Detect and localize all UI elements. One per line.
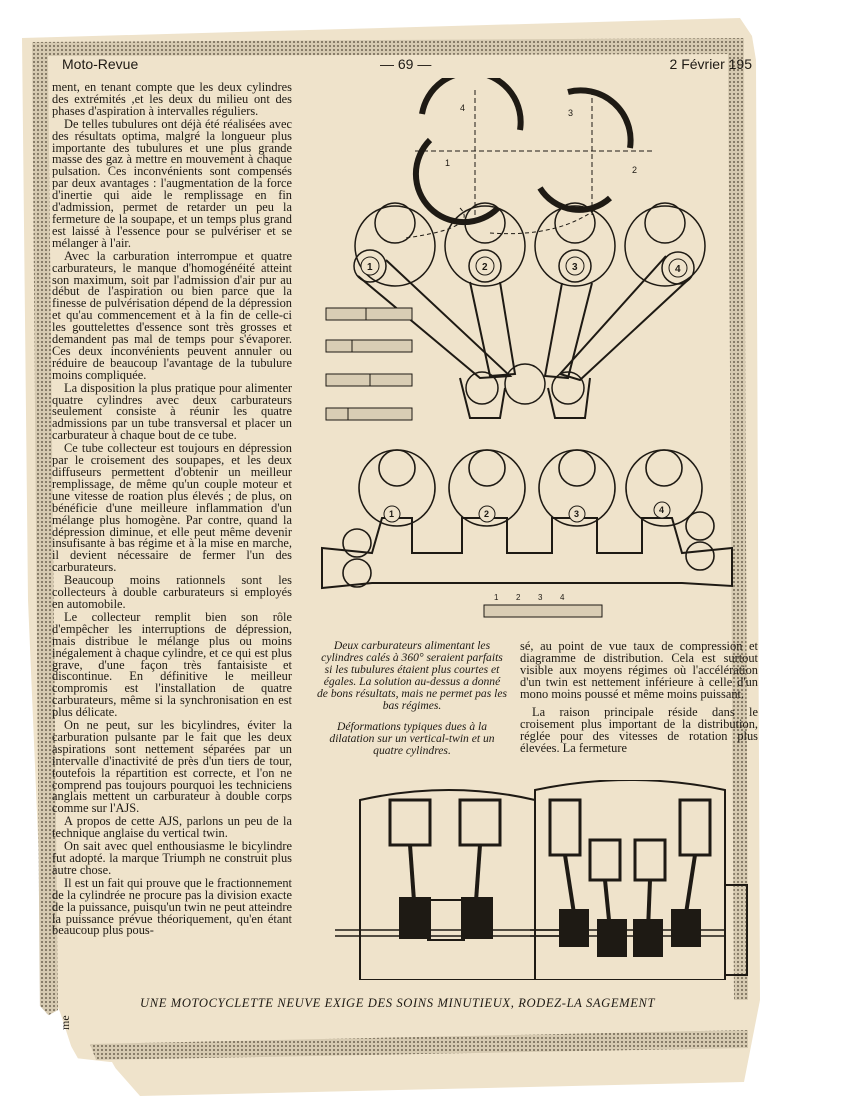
paragraph: Il est un fait qui prouve que le fractionnement de la cylindrée ne procure pas la division exacte de la puissance, puisqu'un twin ne peut atteindre la puissance prévue théoriquement, qu'en étant beaucoup plus pous- xyxy=(52,875,292,938)
collector-tube-diagram xyxy=(312,448,742,628)
paragraph: A propos de cette AJS, parlons un peu de la technique anglaise du vertical twin. xyxy=(52,814,292,841)
arc-label: 3 xyxy=(568,108,574,118)
paragraph: La raison principale réside dans le croisement plus important de la distribution, réglée pour des vitesses de rotation plus élevées. La fermeture xyxy=(520,705,758,755)
page-footer-slogan: UNE MOTOCYCLETTE NEUVE EXIGE DES SOINS MINUTIEUX, RODEZ-LA SAGEMENT xyxy=(140,996,656,1010)
paragraph: Ce tube collecteur est toujours en dépression par le croisement des soupapes, et les deux diffuseurs permettent d'obtenir un meilleur remplissage, de même qu'un couple moteur et une vitesse de roation plus élevés ; de plus, on bénéficie d'une meilleure inflammation d'un mélange plus homogène. Par contre, quand la dépression diminue, et elle peut même devenir insufisante à bas régime et à la mise en marche, il devient nécessaire de fermer l'un des carburateurs. xyxy=(52,441,292,575)
torn-text-fragment: me xyxy=(58,1015,72,1030)
cylinder-label: 2 xyxy=(482,262,488,273)
cylinder-label: 3 xyxy=(572,262,578,273)
paragraph: De telles tubulures ont déjà été réalisées avec des résultats optima, malgré la longueur plus importante des tubulures et une plus grande masse des gaz à mettre en mouvement à chaque pulsation. Ces inconvénients sont compensés par deux avantages : l'augmentation de la force d'inertie qui aide le remplissage en fin d'admission, permet de retarder un peu la fermeture de la soupape, et un temps plus grand est laissé à l'essence pour se pulvériser et se mélanger à l'air. xyxy=(52,116,292,250)
arc-label: 2 xyxy=(632,165,638,175)
cylinder-label: 1 xyxy=(367,262,373,273)
intake-manifold-diagram xyxy=(310,78,740,423)
cylinder-label: 2 xyxy=(484,509,490,519)
paragraph: sé, au point de vue taux de compression et diagramme de distribution. Cela est surtout visible aux moyens régimes où l'accélération d'un twin est nettement inférieure à celle d'un mono moins poussé et même moins puissant. xyxy=(520,639,758,701)
page-header xyxy=(62,56,752,78)
scale-number: 4 xyxy=(560,593,565,602)
paragraph: On ne peut, sur les bicylindres, éviter la carburation pulsante par le fait que les deux aspirations sont nettement séparées par un intervalle d'inactivité de près d'un tiers de tour, toutefois la répartition est correcte, et l'on ne comprend pas toujours pourquoi les techniciens anglais mettent un carburateur à double corps comme sur l'AJS. xyxy=(52,718,292,816)
figure-caption xyxy=(317,640,507,766)
left-text-column xyxy=(52,82,292,1017)
paragraph: Beaucoup moins rationnels sont les collecteurs à double carburateurs si employés en automobile. xyxy=(52,573,292,611)
caption-bottom: Déformations typiques dues à la dilatation sur un vertical-twin et un quatre cylindres. xyxy=(329,720,495,757)
paragraph: La disposition la plus pratique pour alimenter quatre cylindres avec deux carburateurs seulement consiste à réunir les quatre admissions par un tube transversal et placer un carburateur à chaque bout de ce tube. xyxy=(52,380,292,443)
arc-label: 4 xyxy=(460,103,466,113)
cylinder-label: 4 xyxy=(675,264,681,275)
paragraph: ment, en tenant compte que les deux cylindres des extrémités ,et les deux du milieu ont des phases d'aspiration à intervalles réguliers. xyxy=(52,80,292,118)
cylinder-label: 4 xyxy=(659,505,665,515)
magazine-title: Moto-Revue xyxy=(62,56,139,72)
cylinder-label: 1 xyxy=(389,509,395,519)
cylinder-label: 3 xyxy=(574,509,580,519)
paragraph: On sait avec quel enthousiasme le bicylindre fut adopté. la marque Triumph ne construit plus autre chose. xyxy=(52,839,292,877)
caption-top: Deux carburateurs alimentant les cylindres calés à 360° seraient parfaits si les tubulures étaient plus courtes et égales. La solution au-dessus a donné de bons résultats, mais ne permet pas les bas régimes. xyxy=(317,639,507,712)
right-text-column xyxy=(520,640,758,760)
paragraph: Avec la carburation interrompue et quatre carburateurs, le manque d'homogénéité atteint son maximum, soit par l'admission d'air pur au début de l'aspiration ou bien parce que la finesse de pulvérisation dépend de la dépression et qu'au commencement et à la fin de celle-ci les gouttelettes d'essence sont très grosses et demandent pas mal de temps pour s'évaporer. Ces deux inconvénients peuvent annuler ou réduire de beaucoup l'avantage de la tubulure moins compliquée. xyxy=(52,248,292,382)
engine-deformation-diagram xyxy=(330,780,750,980)
scale-number: 1 xyxy=(494,593,499,602)
arc-label: 1 xyxy=(445,158,451,168)
scale-number: 3 xyxy=(538,593,543,602)
paragraph: Le collecteur remplit bien son rôle d'empêcher les interruptions de dépression, mais distribue le mélange plus ou moins inégalement à chaque cylindre, et ce qui est plus grave, d'une façon très fantaisiste et discontinue. En définitive le meilleur compromis est l'installation de quatre carburateurs, même si la synchronisation en est plus délicate. xyxy=(52,609,292,720)
page-number: — 69 — xyxy=(380,56,432,72)
scale-number: 2 xyxy=(516,593,521,602)
issue-date: 2 Février 195 xyxy=(669,56,752,72)
